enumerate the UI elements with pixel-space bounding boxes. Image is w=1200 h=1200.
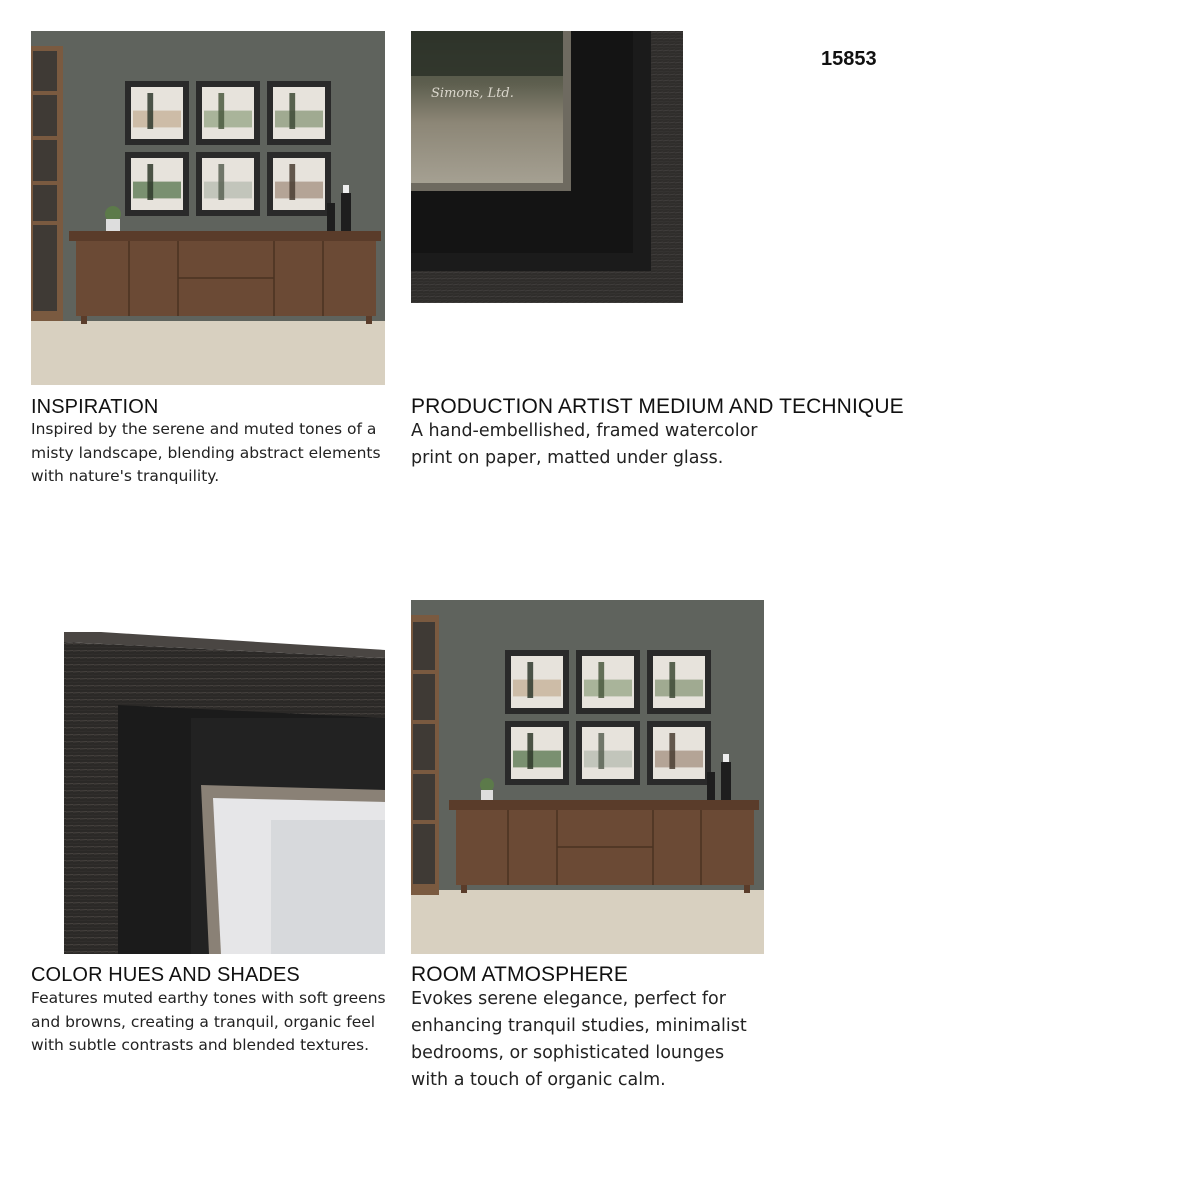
inspiration-line: with nature's tranquility. — [31, 467, 220, 485]
room-line: bedrooms, or sophisticated lounges — [411, 1043, 725, 1063]
inspiration-line: Inspired by the serene and muted tones of a — [31, 420, 377, 438]
room-line: with a touch of organic calm. — [411, 1070, 666, 1090]
frame-angle-closeup-photo — [31, 600, 385, 954]
production-description — [411, 418, 831, 472]
inspiration-line: misty landscape, blending abstract elements — [31, 443, 381, 462]
inspiration-description — [31, 418, 401, 489]
artist-signature: Simons, Ltd. — [431, 86, 514, 101]
room-atmosphere-photo — [411, 600, 764, 954]
room-heading: ROOM ATMOSPHERE — [411, 963, 628, 986]
room-line: Evokes serene elegance, perfect for — [411, 989, 726, 1009]
production-line: A hand-embellished, framed watercolor — [411, 421, 758, 441]
room-line: enhancing tranquil studies, minimalist — [411, 1016, 747, 1036]
inspiration-heading: INSPIRATION — [31, 396, 159, 418]
color-line: and browns, creating a tranquil, organic feel — [31, 1012, 376, 1031]
color-heading: COLOR HUES AND SHADES — [31, 964, 300, 986]
product-sku: 15853 — [821, 48, 877, 70]
color-line: Features muted earthy tones with soft greens — [31, 989, 386, 1007]
color-description — [31, 987, 401, 1058]
frame-corner-closeup-photo — [411, 31, 683, 303]
production-heading: PRODUCTION ARTIST MEDIUM AND TECHNIQUE — [411, 395, 904, 418]
color-line: with subtle contrasts and blended textures. — [31, 1036, 370, 1054]
room-description — [411, 986, 811, 1094]
production-line: print on paper, matted under glass. — [411, 448, 724, 468]
room-scene-photo — [31, 31, 385, 385]
